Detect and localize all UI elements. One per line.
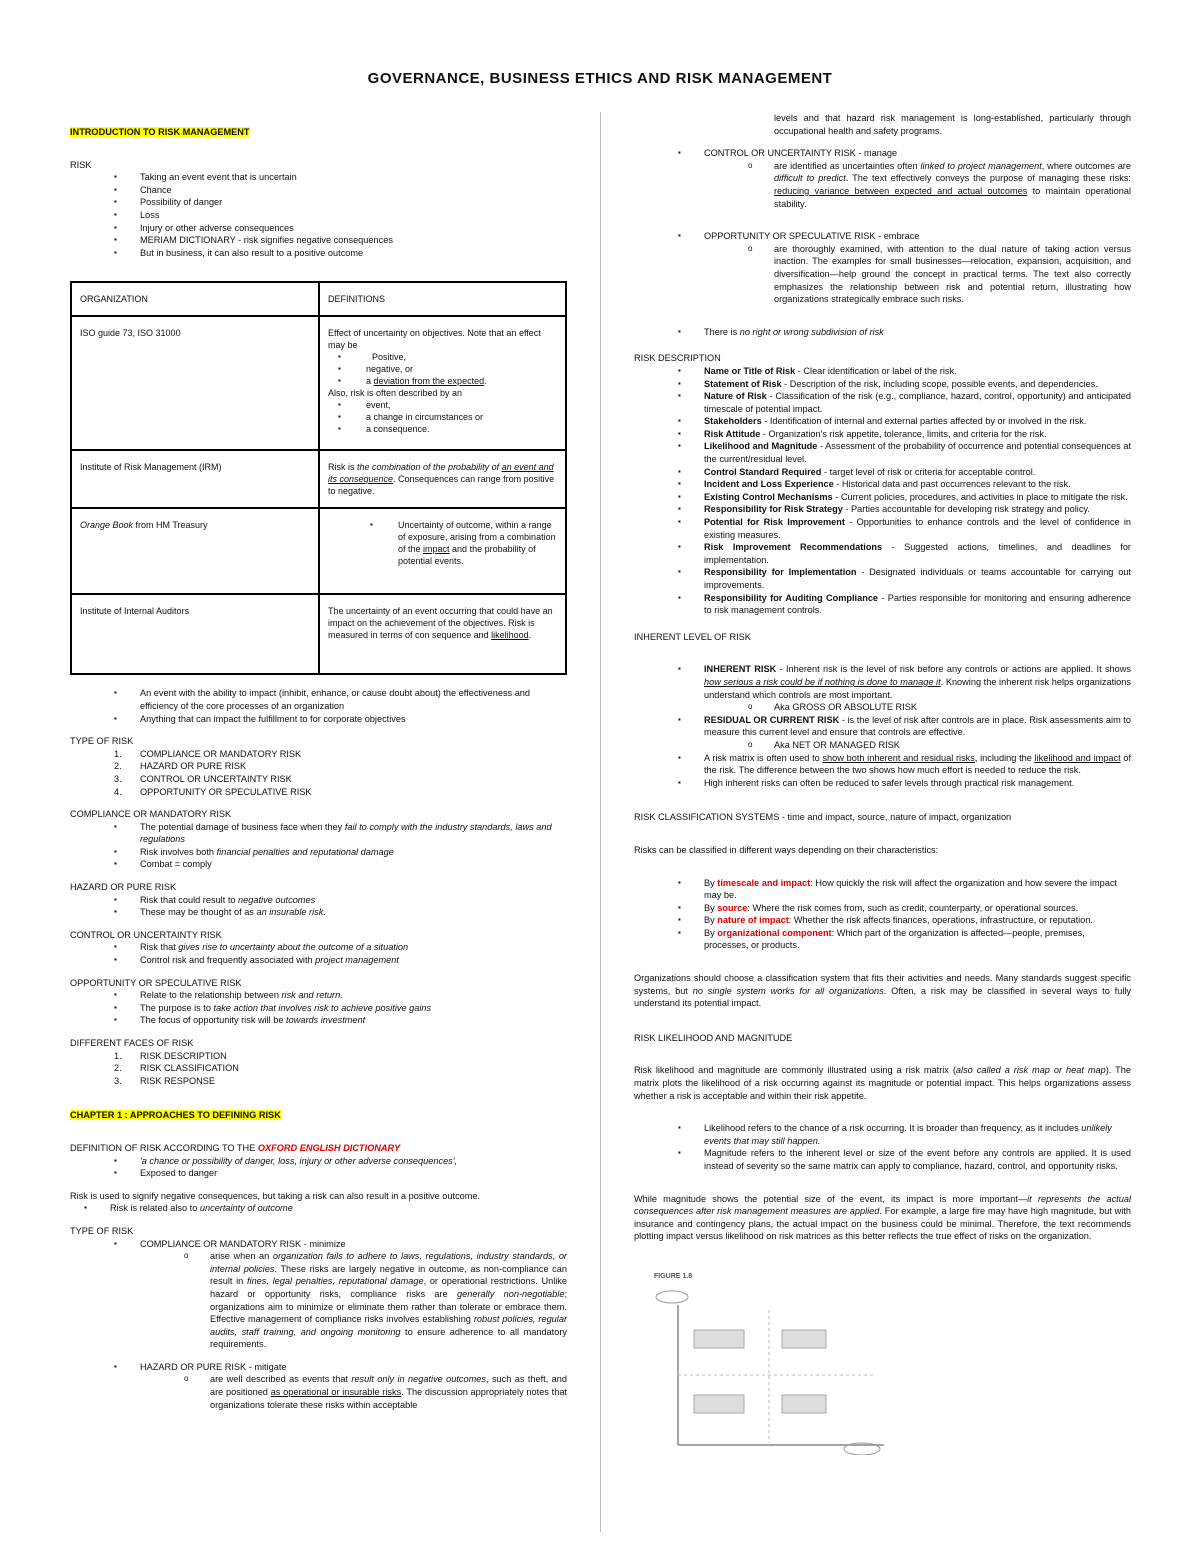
table-cell-def: Risk is the combination of the probability of an event and its consequence. Consequences can range from positive to negative.: [319, 450, 566, 508]
chapter-heading: CHAPTER 1 : APPROACHES TO DEFINING RISK: [70, 1110, 281, 1121]
table-cell-org: Institute of Risk Management (IRM): [80, 462, 222, 473]
intro-heading: INTRODUCTION TO RISK MANAGEMENT: [70, 127, 250, 137]
table-cell-org: Institute of Internal Auditors: [80, 606, 190, 617]
list-item: ▪ MERIAM DICTIONARY - risk signifies negative consequences: [140, 234, 567, 247]
list-item: ▪ Injury or other adverse consequences: [140, 222, 567, 235]
figure-caption: FIGURE 1.8: [654, 1272, 693, 1280]
table-header-definitions: DEFINITIONS: [328, 294, 386, 305]
risk-description-list: ▪ Name or Title of Risk - Clear identification or label of the risk. ▪ Statement of Risk - Description of the risk, including scope, possible events, and dependencies. ▪ Nature of Risk - Classification of the risk (e.g., compliance, hazard, control, opportunity) and anticipated timescale of potential impact. ▪ Stakeholders - Identification of internal and external parties affected by or involved in the risk. ▪ Risk Attitude - Organization's risk appetite, tolerance, limits, and criteria for the risk. ▪ Likelihood and Magnitude - Assessment of the probability of occurrence and potential consequences at the current/residual level. ▪ Control Standard Required - target level of risk or criteria for acceptable control. ▪ Incident and Loss Experience - Historical data and past occurrences relevant to the risk. ▪ Existing Control Mechanisms - Current policies, procedures, and activities in place to mitigate the risk. ▪ Responsibility for Risk Strategy - Parties accountable for developing risk strategy and policy. ▪ Potential for Risk Improvement - Opportunities to enhance controls and the level of confidence in existing measures. ▪ Risk Improvement Recommendations - Suggested actions, timelines, and deadlines for implementation. ▪ Responsibility for Implementation - Designated individuals or teams accountable for carrying out improvements. ▪ Responsibility for Auditing Compliance - Parties responsible for monitoring and ensuring adherence to risk management controls.: [634, 365, 1131, 617]
post-table-list: ▪ An event with the ability to impact (inhibit, enhance, or cause doubt about) the effectiveness and efficiency of the core processes of an organization ▪ Anything that can impact the fulfillment to for corporate objectives: [70, 687, 567, 725]
page-title: GOVERNANCE, BUSINESS ETHICS AND RISK MANAGEMENT: [367, 70, 833, 87]
risk-label: RISK: [70, 159, 92, 170]
table-cell-def: The uncertainty of an event occurring that could have an impact on the achievement of the objectives. Risk is measured in terms of con sequence and likelihood.: [319, 594, 566, 674]
list-item: ▪ But in business, it can also result to a positive outcome: [140, 247, 567, 260]
column-divider: [600, 112, 601, 1532]
list-item: ▪ Chance: [140, 184, 567, 197]
definitions-table: ORGANIZATION DEFINITIONS ISO guide 73, ISO 31000 Effect of uncertainty on objectives. Note that an effect may be ▪ Positive, ▪ negative, or ▪ a deviation from the expected. Also, risk is often described by an ▪ event, ▪ a change in circumstances or ▪ a consequence. Institute of Risk Management (IRM) Risk is the combination of the probability of an event and its consequence. Consequences can range from positive to negative. Orange Book from HM Treasury ▪ Uncertainty of outcome, within a range of exposure, arising from a combination of the impact and the probability of potential events. Institute of Internal Auditors The uncertainty of an event occurring that could have an impact on the achievement of the objectives. Risk is measured in terms of con sequence and likelihood.: [70, 281, 567, 675]
risk-matrix-image: [654, 1285, 894, 1455]
risk-list: [70, 171, 567, 259]
table-cell-def: Effect of uncertainty on objectives. Note that an effect may be ▪ Positive, ▪ negative, or ▪ a deviation from the expected. Also, risk is often described by an ▪ event, ▪ a change in circumstances or ▪ a consequence.: [319, 316, 566, 450]
list-item: ▪ Taking an event event that is uncertain: [140, 171, 567, 184]
list-item: ▪ Possibility of danger: [140, 196, 567, 209]
left-column: INTRODUCTION TO RISK MANAGEMENT RISK ▪ Taking an event event that is uncertain ▪ Chance ▪ Possibility of danger ▪ Loss ▪ Injury or other adverse consequences ▪ MERIAM DICTIONARY - risk signifies negative consequences ▪ But in business, it can also result to a positive outcome ORGANIZATION DEFINITIONS ISO guide 73, ISO 31000 Effect of uncertainty on objectives. Note that an effect may be ▪ Positive, ▪ negative, or ▪ a deviation from the expected. Also, risk is often described by an ▪ event, ▪ a change in circumstances or ▪ a consequence. Institute of Risk Management (IRM) Risk is the combination of the probability of an event and its consequence. Consequences can range from positive to negative. Orange Book from HM Treasury ▪ Uncertainty of outcome, within a range of exposure, arising from a combination of the impact and the probability of potential events. Institute of Internal Auditors The uncertainty of an event occurring that could have an impact on the achievement of the objectives. Risk is measured in terms of con sequence and likelihood. ▪ An event with the ability to impact (inhibit, enhance, or cause doubt about) the effectiveness and efficiency of the core processes of an organization ▪ Anything that can impact the fulfillment to for corporate objectives TYPE OF RISK 1. COMPLIANCE OR MANDATORY RISK 2. HAZARD OR PURE RISK 3. CONTROL OR UNCERTAINTY RISK 4. OPPORTUNITY OR SPECULATIVE RISK COMPLIANCE OR MANDATORY RISK ▪ The potential damage of business face when they fail to comply with the industry standards, laws and regulations ▪ Risk involves both financial penalties and reputational damage ▪ Combat = comply HAZARD OR PURE RISK ▪ Risk that could result to negative outcomes ▪ These may be thought of as an insurable risk. CONTROL OR UNCERTAINTY RISK ▪ Risk that gives rise to uncertainty about the outcome of a situation ▪ Control risk and frequently associated with project management OPPORTUNITY OR SPECULATIVE RISK ▪ Relate to the relationship between risk and return. ▪ The purpose is to take action that involves risk to achieve positive gains ▪ The focus of opportunity risk will be towards investment DIFFERENT FACES OF RISK 1. RISK DESCRIPTION 2. RISK CLASSIFICATION 3. RISK RESPONSE CHAPTER 1 : APPROACHES TO DEFINING RISK DEFINITION OF RISK ACCORDING TO THE OXFORD ENGLISH DICTIONARY ▪ 'a chance or possibility of danger, loss, injury or other adverse consequences', ▪ Exposed to danger Risk is used to signify negative consequences, but taking a risk can also result in a positive outcome. ▪ Risk is related also to uncertainty of outcome TYPE OF RISK ▪ COMPLIANCE OR MANDATORY RISK - minimize o arise when an organization fails to adhere to laws, regulations, industry standards, or internal policies. These risks are largely negative in outcome, as non-compliance can result in fines, legal penalties, reputational damage, or operational restrictions. Unlike hazard or opportunity risks, compliance risks are generally non-negotiable; organizations aim to minimize or eliminate them rather than tolerate or embrace them. Effective management of compliance risks involves establishing robust policies, regular audits, staff training, and ongoing monitoring to ensure adherence to all mandatory requirements. ▪ HAZARD OR PURE RISK - mitigate o are well described as events that result only in negative outcomes, such as theft, and are positioned as operational or insurable risks. The discussion appropriately notes that organizations tolerate these risks within acceptable: [70, 112, 567, 1411]
right-column: levels and that hazard risk management is long-established, particularly through occupational health and safety programs. ▪ CONTROL OR UNCERTAINTY RISK - manage o are identified as uncertainties often linked to project management, where outcomes are difficult to predict. The text effectively conveys the purpose of managing these risks: reducing variance between expected and actual outcomes to maintain operational stability. ▪ OPPORTUNITY OR SPECULATIVE RISK - embrace o are thoroughly examined, with attention to the dual nature of taking action versus inaction. The examples for small businesses—relocation, expansion, acquisition, and diversification—help ground the concept in practical terms. The text also correctly emphasizes the relationship between risk and potential return, illustrating how organizations strategically embrace such risks. ▪ There is no right or wrong subdivision of risk RISK DESCRIPTION ▪ Name or Title of Risk - Clear identification or label of the risk. ▪ Statement of Risk - Description of the risk, including scope, possible events, and dependencies. ▪ Nature of Risk - Classification of the risk (e.g., compliance, hazard, control, opportunity) and anticipated timescale of potential impact. ▪ Stakeholders - Identification of internal and external parties affected by or involved in the risk. ▪ Risk Attitude - Organization's risk appetite, tolerance, limits, and criteria for the risk. ▪ Likelihood and Magnitude - Assessment of the probability of occurrence and potential consequences at the current/residual level. ▪ Control Standard Required - target level of risk or criteria for acceptable control. ▪ Incident and Loss Experience - Historical data and past occurrences relevant to the risk. ▪ Existing Control Mechanisms - Current policies, procedures, and activities in place to mitigate the risk. ▪ Responsibility for Risk Strategy - Parties accountable for developing risk strategy and policy. ▪ Potential for Risk Improvement - Opportunities to enhance controls and the level of confidence in existing measures. ▪ Risk Improvement Recommendations - Suggested actions, timelines, and deadlines for implementation. ▪ Responsibility for Implementation - Designated individuals or teams accountable for carrying out improvements. ▪ Responsibility for Auditing Compliance - Parties responsible for monitoring and ensuring adherence to risk management controls. INHERENT LEVEL OF RISK ▪ INHERENT RISK - Inherent risk is the level of risk before any controls or actions are applied. It shows how serious a risk could be if nothing is done to manage it. Knowing the inherent risk helps organizations understand which controls are most important. o Aka GROSS OR ABSOLUTE RISK ▪ RESIDUAL OR CURRENT RISK - is the level of risk after controls are in place. Risk assessments aim to measure this current level and ensure that controls are effective. o Aka NET OR MANAGED RISK ▪ A risk matrix is often used to show both inherent and residual risks, including the likelihood and impact of the risk. The difference between the two shows how much effort is needed to reduce the risk. ▪ High inherent risks can often be reduced to safer levels through practical risk management. RISK CLASSIFICATION SYSTEMS - time and impact, source, nature of impact, organization Risks can be classified in different ways depending on their characteristics: ▪ By timescale and impact: How quickly the risk will affect the organization and how severe the impact may be. ▪ By source: Where the risk comes from, such as credit, counterparty, or operational sources. ▪ By nature of impact: Whether the risk affects finances, operations, infrastructure, or reputation. ▪ By organizational component: Which part of the organization is affected—people, premises, processes, or products. Organizations should choose a classification system that fits their activities and needs. Many standards suggest specific systems, but no single system works for all organizations. Often, a risk may be classified in several ways to fully understand its potential impact. RISK LIKELIHOOD AND MAGNITUDE Risk likelihood and magnitude are commonly illustrated using a risk matrix (also called a risk map or heat map). The matrix plots the likelihood of a risk occurring against its magnitude or potential impact. This helps organizations assess whether a risk is acceptable and within their risk appetite. ▪ Likelihood refers to the chance of a risk occurring. It is broader than frequency, as it includes unlikely events that may still happen. ▪ Magnitude refers to the inherent level or size of the event before any controls are applied. It is used instead of severity so the same matrix can apply to compliance, hazard, control, and opportunity risks. While magnitude shows the potential size of the event, its impact is more important—it represents the actual consequences after risk management measures are applied. For example, a large fire may have high magnitude, but with insurance and contingency plans, the actual impact on the business could be minimal. Therefore, the text recommends plotting impact versus likelihood on risk matrices as this better reflects the true effect of risks on the organization. FIGURE 1.8: [634, 112, 1131, 1451]
table-cell-org: ISO guide 73, ISO 31000: [80, 328, 181, 339]
risk-map-figure: [654, 1271, 894, 1451]
table-cell-def: ▪ Uncertainty of outcome, within a range of exposure, arising from a combination of the impact and the probability of potential events.: [319, 508, 566, 594]
list-item: ▪ Loss: [140, 209, 567, 222]
table-header-organization: ORGANIZATION: [80, 294, 148, 305]
